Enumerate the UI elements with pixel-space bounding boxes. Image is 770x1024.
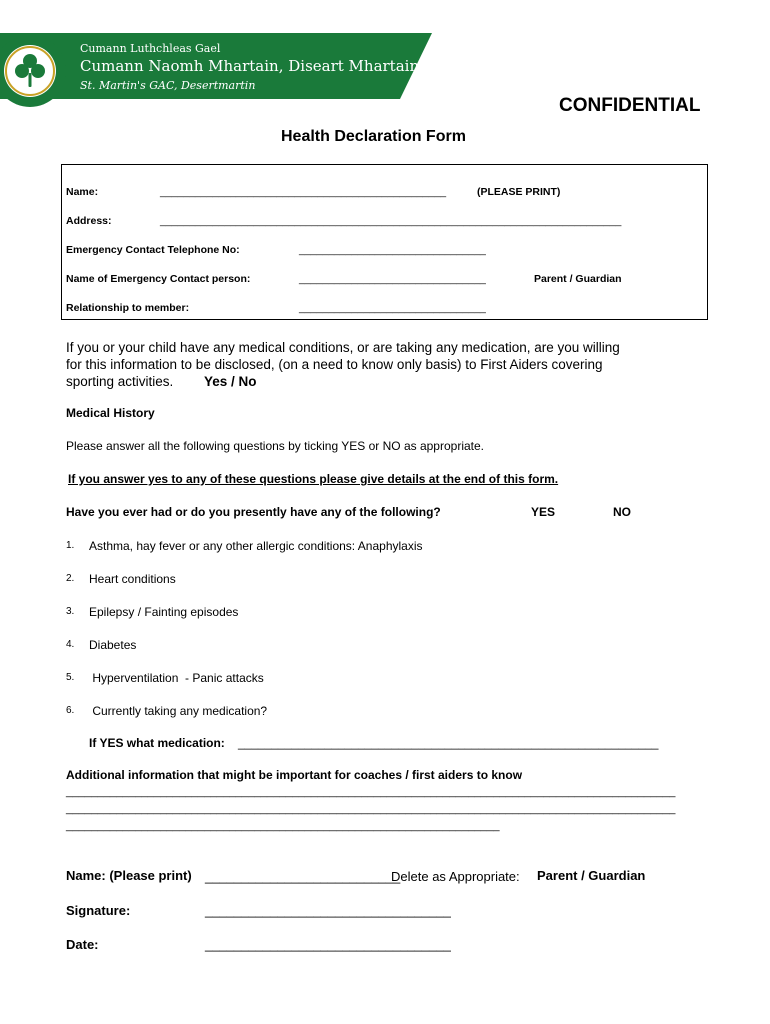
consent-yes-no-option[interactable]: Yes / No	[204, 374, 257, 389]
medical-history-heading: Medical History	[66, 406, 155, 420]
medication-label: If YES what medication:	[89, 736, 225, 750]
medication-field-line[interactable]: _______________________________________________________________	[238, 736, 659, 750]
condition-number: 5.	[66, 672, 75, 683]
relationship-field-line[interactable]: ________________________________	[299, 302, 486, 314]
emergency-person-label: Name of Emergency Contact person:	[66, 273, 251, 285]
club-name-line-2: Cumann Naomh Mhartain, Diseart Mhartain	[80, 57, 420, 75]
club-name-line-3: St. Martin's GAC, Desertmartin	[80, 79, 256, 92]
condition-number: 1.	[66, 540, 75, 551]
condition-number: 3.	[66, 606, 75, 617]
condition-asthma: Asthma, hay fever or any other allergic conditions: Anaphylaxis	[89, 539, 423, 553]
name-field-line[interactable]: _________________________________________________	[160, 186, 447, 198]
condition-number: 4.	[66, 639, 75, 650]
emergency-person-field-line[interactable]: ________________________________	[299, 273, 486, 285]
condition-number: 2.	[66, 573, 75, 584]
medical-instruction: Please answer all the following questions by ticking YES or NO as appropriate.	[66, 439, 485, 453]
signoff-name-label: Name: (Please print)	[66, 868, 192, 883]
parent-guardian-option[interactable]: Parent / Guardian	[534, 273, 622, 285]
condition-epilepsy: Epilepsy / Fainting episodes	[89, 605, 239, 619]
please-print-note: (PLEASE PRINT)	[477, 186, 561, 198]
emergency-phone-field-line[interactable]: ________________________________	[299, 244, 486, 256]
condition-heart: Heart conditions	[89, 572, 176, 586]
signature-field-line[interactable]: __________________________________	[205, 903, 451, 918]
additional-info-line[interactable]: _________________________________________________________________________________________________	[66, 786, 676, 798]
address-label: Address:	[66, 215, 112, 227]
address-field-line[interactable]: _______________________________________________________________________________	[160, 215, 622, 227]
additional-info-heading: Additional information that might be important for coaches / first aiders to know	[66, 768, 523, 782]
no-column-header: NO	[613, 505, 631, 519]
club-name-line-1: Cumann Luthchleas Gael	[80, 42, 221, 55]
delete-as-appropriate-text: Delete as Appropriate:	[391, 869, 520, 884]
relationship-label: Relationship to member:	[66, 302, 190, 314]
consent-line-1: If you or your child have any medical conditions, or are taking any medication, are you willing	[66, 340, 620, 355]
signoff-parent-guardian-option[interactable]: Parent / Guardian	[537, 868, 646, 883]
medical-details-note: If you answer yes to any of these questions please give details at the end of this form.	[68, 472, 559, 486]
condition-number: 6.	[66, 705, 75, 716]
date-field-line[interactable]: __________________________________	[205, 937, 451, 952]
yes-column-header: YES	[531, 505, 556, 519]
condition-diabetes: Diabetes	[89, 638, 137, 652]
condition-hyperventilation: Hyperventilation - Panic attacks	[89, 671, 264, 685]
confidential-label: CONFIDENTIAL	[559, 95, 701, 116]
consent-line-3: sporting activities.	[66, 374, 174, 389]
name-label: Name:	[66, 186, 99, 198]
consent-line-2: for this information to be disclosed, (on a need to know only basis) to First Aiders covering	[66, 357, 603, 372]
emergency-phone-label: Emergency Contact Telephone No:	[66, 244, 240, 256]
signoff-name-field-line[interactable]: ___________________________	[205, 869, 401, 884]
additional-info-line[interactable]: _____________________________________________________________________	[66, 820, 500, 832]
signature-label: Signature:	[66, 903, 131, 918]
additional-info-line[interactable]: _________________________________________________________________________________________________	[66, 803, 676, 815]
form-title: Health Declaration Form	[281, 128, 466, 145]
date-label: Date:	[66, 937, 99, 952]
condition-medication: Currently taking any medication?	[89, 704, 268, 718]
medical-question: Have you ever had or do you presently have any of the following?	[66, 505, 441, 519]
club-crest-logo	[0, 33, 78, 111]
